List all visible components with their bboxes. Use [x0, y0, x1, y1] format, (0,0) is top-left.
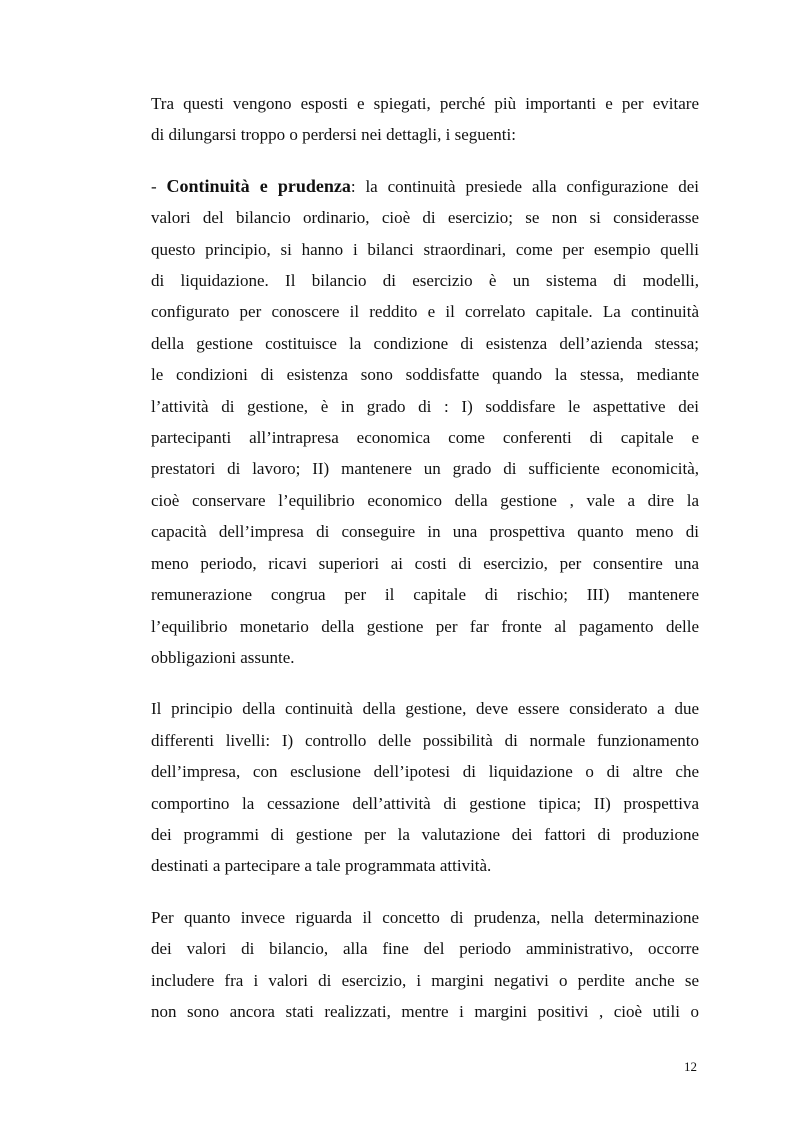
prudence-paragraph: [151, 902, 699, 1028]
text-line: l’equilibrio monetario della gestione per far fronte al pagamento delle: [151, 616, 699, 636]
continuity-prudence-paragraph: [151, 171, 699, 674]
text-line: remunerazione congrua per il capitale di rischio; III) mantenere: [151, 585, 699, 605]
text-line: destinati a partecipare a tale programmata attività.: [151, 856, 492, 876]
text-line: configurato per conoscere il reddito e il correlato capitale. La continuità: [151, 302, 699, 322]
heading-continuation: : la continuità presiede alla configurazione dei: [350, 176, 699, 196]
text-line: Il principio della continuità della gestione, deve essere considerato a due: [151, 699, 699, 719]
text-line: dei valori di bilancio, alla fine del periodo amministrativo, occorre: [151, 939, 699, 959]
text-line: capacità dell’impresa di conseguire in una prospettiva quanto meno di: [151, 522, 699, 542]
text-line: partecipanti all’intrapresa economica come conferenti di capitale e: [151, 428, 699, 448]
text-line: dell’impresa, con esclusione dell’ipotesi di liquidazione o di altre che: [151, 762, 699, 782]
continuity-levels-paragraph: [151, 693, 699, 881]
list-dash: -: [151, 176, 167, 196]
text-line: [151, 171, 699, 202]
text-line: meno periodo, ricavi superiori ai costi di esercizio, per consentire una: [151, 553, 699, 573]
page-number: 12: [684, 1059, 697, 1074]
document-page: [151, 88, 699, 1027]
text-line: obbligazioni assunte.: [151, 647, 295, 667]
text-line: Tra questi vengono esposti e spiegati, perché più importanti e per evitare: [151, 94, 699, 113]
intro-paragraph: [151, 88, 699, 151]
text-line: di dilungarsi troppo o perdersi nei dettagli, i seguenti:: [151, 125, 516, 145]
text-line: comportino la cessazione dell’attività di gestione tipica; II) prospettiva: [151, 793, 699, 813]
text-line: prestatori di lavoro; II) mantenere un grado di sufficiente economicità,: [151, 459, 699, 479]
text-line: di liquidazione. Il bilancio di esercizio è un sistema di modelli,: [151, 271, 699, 291]
text-line: Per quanto invece riguarda il concetto di prudenza, nella determinazione: [151, 907, 699, 927]
text-line: cioè conservare l’equilibrio economico della gestione , vale a dire la: [151, 490, 699, 510]
text-line: questo principio, si hanno i bilanci straordinari, come per esempio quelli: [151, 239, 699, 259]
text-line: valori del bilancio ordinario, cioè di esercizio; se non si considerasse: [151, 208, 699, 228]
section-heading: Continuità e prudenza: [166, 175, 351, 196]
text-line: differenti livelli: I) controllo delle possibilità di normale funzionamento: [151, 730, 699, 750]
text-line: includere fra i valori di esercizio, i margini negativi o perdite anche se: [151, 970, 699, 990]
text-line: dei programmi di gestione per la valutazione dei fattori di produzione: [151, 824, 699, 844]
text-line: l’attività di gestione, è in grado di : I) soddisfare le aspettative dei: [151, 396, 699, 416]
text-line: le condizioni di esistenza sono soddisfatte quando la stessa, mediante: [151, 365, 699, 385]
text-line: della gestione costituisce la condizione di esistenza dell’azienda stessa;: [151, 333, 699, 353]
text-line: non sono ancora stati realizzati, mentre i margini positivi , cioè utili o: [151, 1001, 699, 1021]
